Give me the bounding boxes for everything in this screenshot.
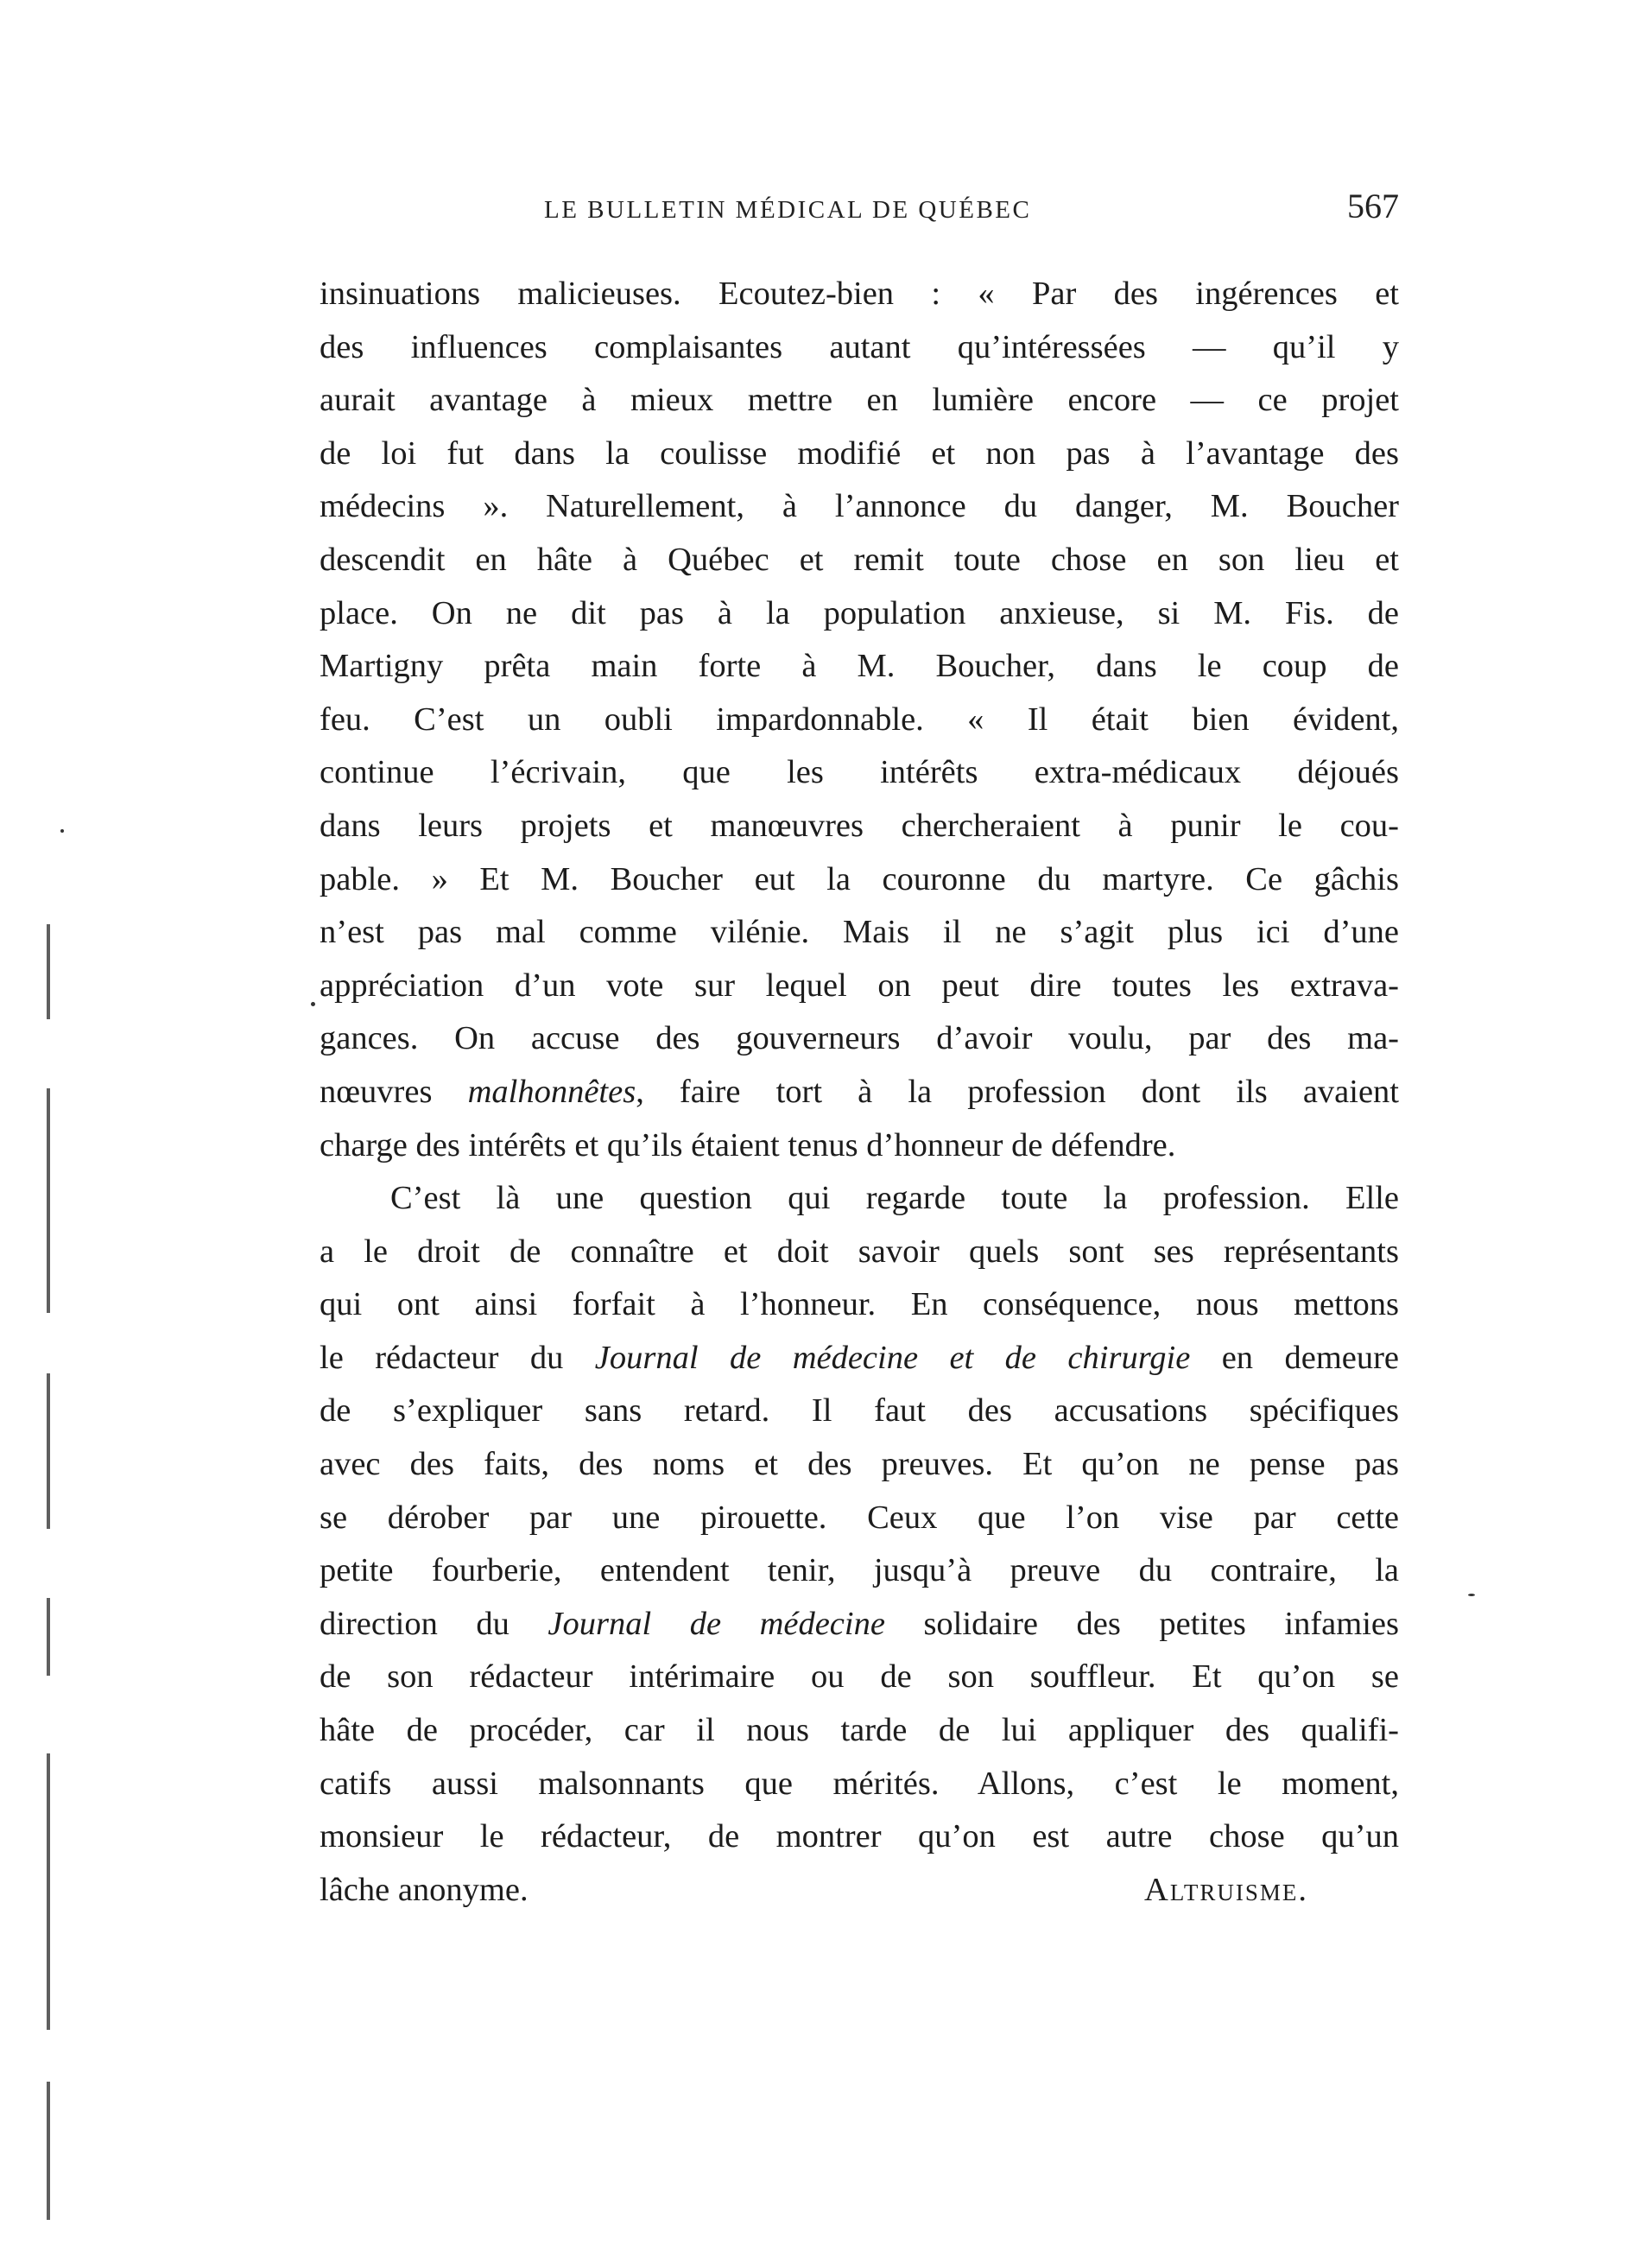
text-line: hâte de procéder, car il nous tarde de lui appliquer des qualifi- (320, 1712, 1399, 1749)
text-line: dans leurs projets et manœuvres chercheraient à punir le cou- (320, 807, 1399, 844)
italic-title: Journal de médecine et de chirurgie (594, 1339, 1191, 1376)
text-line: place. On ne dit pas à la population anxieuse, si M. Fis. de (320, 594, 1399, 631)
text-line: se dérober par une pirouette. Ceux que l’on vise par cette (320, 1499, 1399, 1536)
text-line: a le droit de connaître et doit savoir quels sont ses représentants (320, 1233, 1399, 1270)
text-line: gances. On accuse des gouverneurs d’avoir voulu, par des ma- (320, 1020, 1399, 1057)
text-line: descendit en hâte à Québec et remit toute chose en son lieu et (320, 541, 1399, 578)
text-line: appréciation d’un vote sur lequel on peut dire toutes les extrava- (320, 967, 1399, 1004)
text-line: n’est pas mal comme vilénie. Mais il ne s’agit plus ici d’une (320, 914, 1399, 951)
paragraph-first-line: C’est là une question qui regarde toute la profession. Elle (390, 1180, 1399, 1217)
text-line: Martigny prêta main forte à M. Boucher, dans le coup de (320, 648, 1399, 685)
page-header (320, 186, 1399, 238)
page-number: 567 (1347, 187, 1399, 225)
italic-title: malhonnêtes (467, 1073, 636, 1110)
closing-line (320, 1864, 1399, 1918)
text-line: pable. » Et M. Boucher eut la couronne du martyre. Ce gâchis (320, 860, 1399, 897)
text-line: de son rédacteur intérimaire ou de son souffleur. Et qu’on se (320, 1658, 1399, 1696)
text-line: monsieur le rédacteur, de montrer qu’on est autre chose qu’un (320, 1818, 1399, 1855)
author-signature: Altruisme. (1144, 1871, 1308, 1908)
scan-speck (60, 829, 64, 833)
closing-text: lâche anonyme. (320, 1871, 529, 1908)
scan-speck (311, 1002, 315, 1006)
text-line: catifs aussi malsonnants que mérités. Allons, c’est le moment, (320, 1765, 1399, 1802)
scan-speck (1468, 1594, 1475, 1596)
italic-title: Journal de médecine (548, 1605, 885, 1642)
text-line: de s’expliquer sans retard. Il faut des accusations spécifiques (320, 1392, 1399, 1430)
text-line: petite fourberie, entendent tenir, jusqu’à preuve du contraire, la (320, 1552, 1399, 1589)
text-line: continue l’écrivain, que les intérêts extra-médicaux déjoués (320, 754, 1399, 791)
text-line: de loi fut dans la coulisse modifié et non pas à l’avantage des (320, 434, 1399, 472)
text-line: médecins ». Naturellement, à l’annonce du danger, M. Boucher (320, 488, 1399, 525)
text-line: nœuvres malhonnêtes, faire tort à la profession dont ils avaient (320, 1073, 1399, 1110)
text-line: direction du Journal de médecine solidaire des petites infamies (320, 1605, 1399, 1642)
text-line: avec des faits, des noms et des preuves. Et qu’on ne pense pas (320, 1446, 1399, 1483)
running-title: LE BULLETIN MÉDICAL DE QUÉBEC (544, 196, 1032, 224)
text-line: insinuations malicieuses. Ecoutez-bien : « Par des ingérences et (320, 276, 1399, 312)
text-line: charge des intérêts et qu’ils étaient tenus d’honneur de défendre. (320, 1126, 1176, 1163)
article-text (320, 268, 1399, 1917)
text-line: des influences complaisantes autant qu’intéressées — qu’il y (320, 328, 1399, 365)
text-line: le rédacteur du Journal de médecine et de chirurgie en demeure (320, 1339, 1399, 1376)
text-line: aurait avantage à mieux mettre en lumière encore — ce projet (320, 382, 1399, 419)
scan-binding-edge (45, 890, 54, 2237)
text-line: feu. C’est un oubli impardonnable. « Il était bien évident, (320, 701, 1399, 738)
text-line: qui ont ainsi forfait à l’honneur. En conséquence, nous mettons (320, 1286, 1399, 1323)
